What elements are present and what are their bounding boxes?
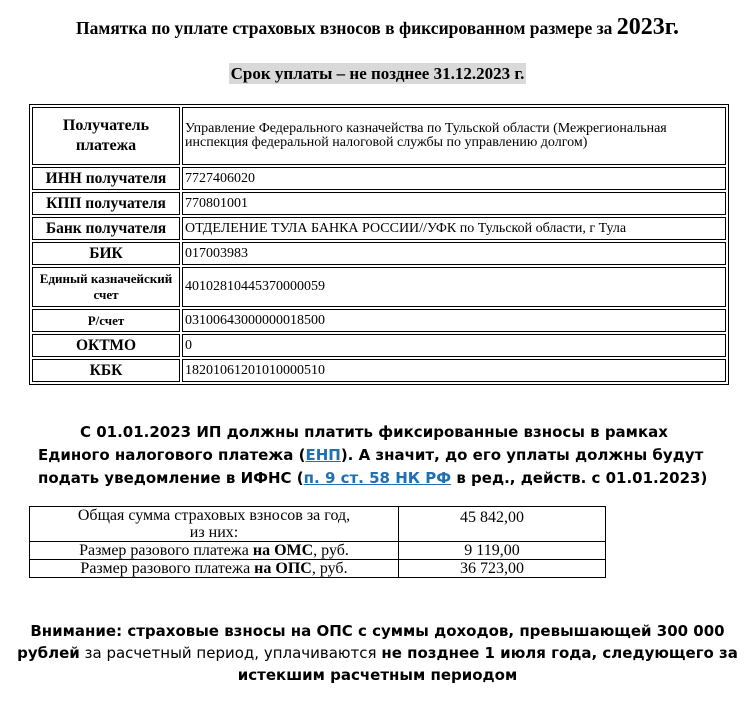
inn-label: ИНН получателя [32,167,180,190]
table-row [32,267,726,307]
total-value: 45 842,00 [399,507,606,542]
ops-label-bold: на ОПС [254,560,312,577]
title-year: 2023г. [616,14,679,40]
table-row [32,192,726,215]
ops-label-prefix: Размер разового платежа [80,560,255,577]
table-row [30,542,606,560]
oktmo-value: 0 [182,334,726,357]
account-label: Р/счет [32,309,180,332]
ops-warning [0,620,755,686]
table-row [32,242,726,265]
table-row [30,507,606,542]
table-row [32,359,726,382]
law-link[interactable]: п. 9 ст. 58 НК РФ [303,469,452,487]
total-label: Общая сумма страховых взносов за год, [77,507,351,524]
payment-deadline: Срок уплаты – не позднее 31.12.2023 г. [230,64,525,83]
table-row [32,334,726,357]
table-row [32,167,726,190]
bik-value: 017003983 [182,242,726,265]
oms-label [30,542,399,560]
table-row [32,309,726,332]
table-row [30,560,606,578]
oktmo-label: ОКТМО [32,334,180,357]
bank-value: ОТДЕЛЕНИЕ ТУЛА БАНКА РОССИИ//УФК по Тульской области, г Тула [182,217,726,240]
ops-label-suffix: , руб. [311,560,348,577]
warning-bold-2: не позднее 1 июля года, следующего за истекшим расчетным периодом [237,644,738,684]
inn-value: 7727406020 [182,167,726,190]
requisites-table [29,104,729,385]
treasury-account-label: Единый казначейский счет [32,267,180,307]
kbk-value: 18201061201010000510 [182,359,726,382]
bank-label: Банк получателя [32,217,180,240]
deadline-block [0,64,755,84]
oms-label-prefix: Размер разового платежа [79,542,253,559]
notice-part1: С 01.01.2023 ИП должны платить фиксированные взносы в рамках Единого налогового платежа ( [38,423,668,464]
notice-part3: в ред., действ. с 01.01.2023) [451,469,708,487]
kbk-label: КБК [32,359,180,382]
bik-label: БИК [32,242,180,265]
notice-part2: ). А значит, до его уплаты должны будут подать уведомление в ИФНС ( [38,446,704,487]
table-row [32,217,726,240]
warning-normal-1: за расчетный период, уплачиваются [79,644,382,662]
treasury-account-value: 40102810445370000059 [182,267,726,307]
enp-notice [38,421,738,490]
oms-label-suffix: , руб. [313,542,349,559]
contributions-table [29,506,606,578]
of-which-label: из них: [189,524,239,541]
recipient-value: Управление Федерального казначейства по Тульской области (Межрегиональная инспекция федеральной налоговой службы по управлению долгом) [182,107,726,165]
title-text: Памятка по уплате страховых взносов в фиксированном размере за [76,18,617,38]
account-value: 03100643000000018500 [182,309,726,332]
oms-value: 9 119,00 [399,542,606,560]
ops-label [30,560,399,578]
enp-link[interactable]: ЕНП [305,446,341,464]
recipient-label: Получатель платежа [32,107,180,165]
kpp-label: КПП получателя [32,192,180,215]
ops-value: 36 723,00 [399,560,606,578]
oms-label-bold: на ОМС [252,542,314,559]
kpp-value: 770801001 [182,192,726,215]
page-title [0,14,755,41]
warning-bold-1: Внимание: страховые взносы на ОПС с суммы доходов, превышающей 300 000 рублей [17,622,725,662]
table-row [32,107,726,165]
total-label-cell [30,507,399,542]
